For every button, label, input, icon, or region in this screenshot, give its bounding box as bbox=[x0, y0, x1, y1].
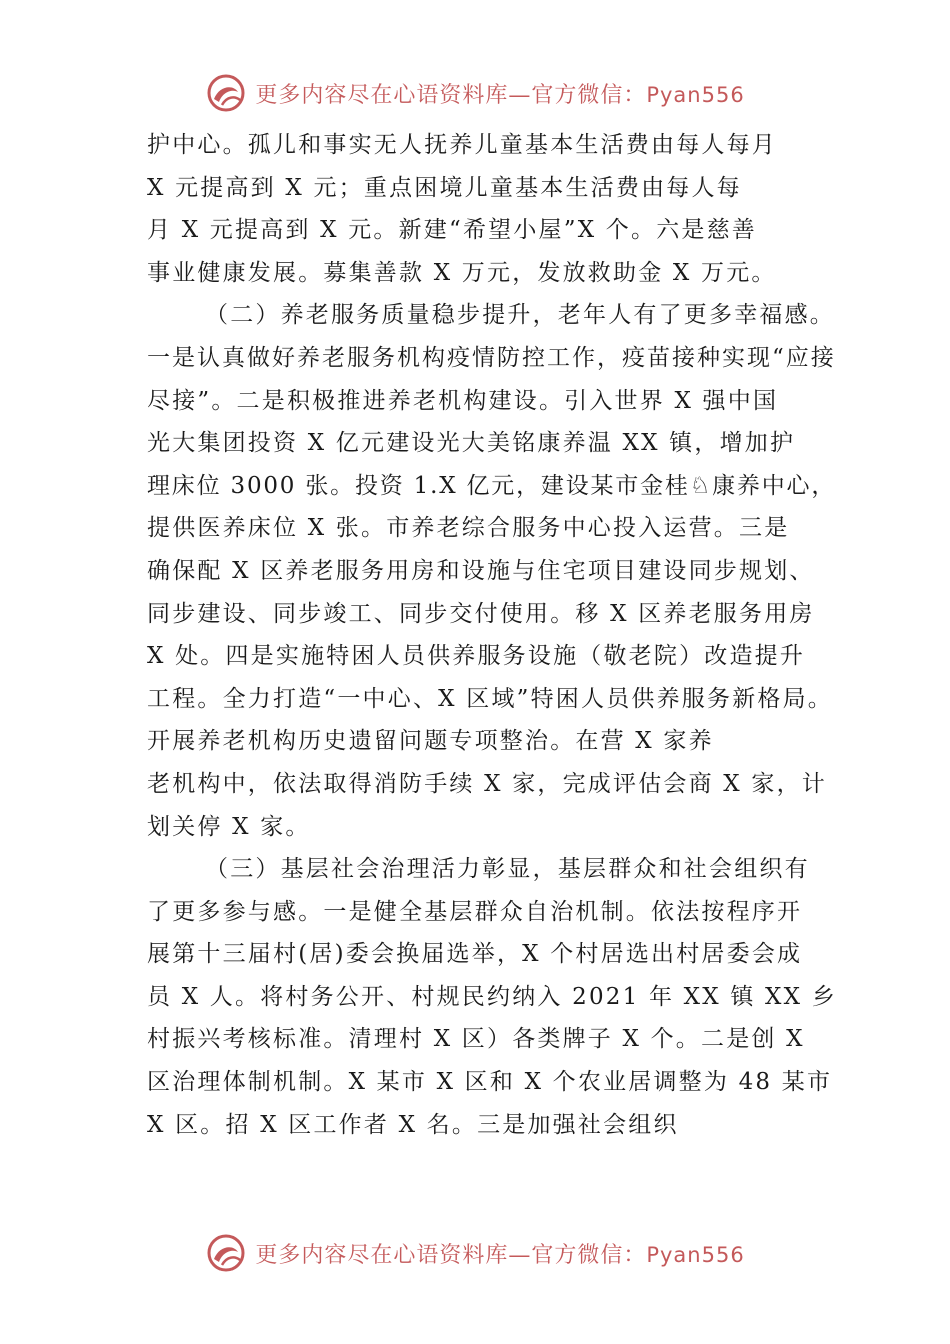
header-banner bbox=[0, 68, 950, 118]
text-line: 月 X 元提高到 X 元。新建“希望小屋”X 个。六是慈善 bbox=[147, 217, 757, 244]
text-line: 事业健康发展。募集善款 X 万元，发放救助金 X 万元。 bbox=[147, 259, 777, 286]
banner-text bbox=[255, 78, 744, 109]
text-line: 老机构中，依法取得消防手续 X 家，完成评估会商 X 家，计 bbox=[147, 770, 827, 797]
text-line: 确保配 X 区养老服务用房和设施与住宅项目建设同步规划、 bbox=[147, 557, 815, 584]
banner-text-cn: 更多内容尽在心语资料库—官方微信： bbox=[255, 82, 647, 108]
text-line: 划关停 X 家。 bbox=[147, 813, 311, 840]
banner-wechat-id: Pyan556 bbox=[646, 1242, 745, 1267]
text-line: 区治理体制机制。X 某市 X 区和 X 个农业居调整为 48 某市 bbox=[147, 1069, 833, 1096]
text-line: 村振兴考核标准。清理村 X 区）各类牌子 X 个。二是创 X bbox=[147, 1026, 805, 1053]
red-swirl-logo-icon bbox=[205, 72, 247, 114]
text-line: X 元提高到 X 元；重点困境儿童基本生活费由每人每 bbox=[147, 174, 742, 201]
text-line: X 处。四是实施特困人员供养服务设施（敬老院）改造提升 bbox=[147, 643, 806, 670]
banner-wechat-id: Pyan556 bbox=[646, 82, 745, 107]
text-line: 同步建设、同步竣工、同步交付使用。移 X 区养老服务用房 bbox=[147, 600, 815, 627]
text-line: 一是认真做好养老服务机构疫情防控工作，疫苗接种实现“应接 bbox=[147, 344, 836, 371]
banner-text-cn: 更多内容尽在心语资料库—官方微信： bbox=[255, 1242, 647, 1268]
banner-text bbox=[255, 1238, 744, 1269]
text-line: 提供医养床位 X 张。市养老综合服务中心投入运营。三是 bbox=[147, 515, 790, 542]
text-line: （二）养老服务质量稳步提升，老年人有了更多幸福感。 bbox=[205, 302, 835, 329]
text-line: 工程。全力打造“一中心、X 区域”特困人员供养服务新格局。 bbox=[147, 685, 834, 712]
text-line: 尽接”。二是积极推进养老机构建设。引入世界 X 强中国 bbox=[147, 387, 779, 414]
footer-banner bbox=[0, 1228, 950, 1278]
text-line: 开展养老机构历史遗留问题专项整治。在营 X 家养 bbox=[147, 728, 714, 755]
text-line: （三）基层社会治理活力彰显，基层群众和社会组织有 bbox=[205, 856, 810, 883]
text-line: 理床位 3000 张。投资 1.X 亿元，建设某市金桂♘康养中心， bbox=[147, 472, 837, 499]
text-line: 了更多参与感。一是健全基层群众自治机制。依法按程序开 bbox=[147, 898, 803, 925]
document-body bbox=[147, 124, 837, 1146]
text-line: 护中心。孤儿和事实无人抚养儿童基本生活费由每人每月 bbox=[147, 132, 777, 158]
text-line: 展第十三届村(居)委会换届选举，X 个村居选出村居委会成 bbox=[147, 941, 803, 968]
text-line: 光大集团投资 X 亿元建设光大美铭康养温 XX 镇，增加护 bbox=[147, 430, 796, 457]
text-line: X 区。招 X 区工作者 X 名。三是加强社会组织 bbox=[147, 1111, 679, 1138]
text-line: 员 X 人。将村务公开、村规民约纳入 2021 年 XX 镇 XX 乡 bbox=[147, 983, 837, 1010]
red-swirl-logo-icon bbox=[205, 1232, 247, 1274]
